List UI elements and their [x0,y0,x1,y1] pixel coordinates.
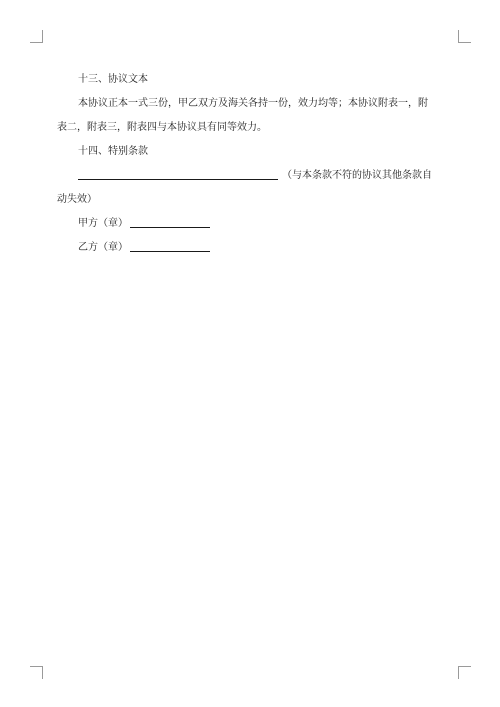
section-14-clause-line-1 [57,164,443,188]
party-a-signature-line [57,212,443,236]
party-a-label: 甲方（章） [78,218,128,229]
party-b-signature-line [57,236,443,260]
crop-mark-bottom-right [458,666,471,679]
crop-mark-top-right [458,30,471,43]
section-13-heading: 十三、协议文本 [78,74,148,85]
section-14-heading: 十四、特别条款 [78,146,148,157]
party-a-signature-blank[interactable] [130,215,210,228]
section-13-body-line-1: 本协议正本一式三份，甲乙双方及海关各持一份，效力均等；本协议附表一，附 [78,98,428,109]
party-b-signature-blank[interactable] [130,239,210,252]
crop-mark-top-left [30,30,43,43]
crop-mark-bottom-left [30,666,43,679]
party-b-label: 乙方（章） [78,242,128,253]
section-13-body-line-2: 表二，附表三，附表四与本协议具有同等效力。 [57,122,267,133]
section-14-note: （与本条款不符的协议其他条款自 [282,170,432,181]
document-body [57,68,443,260]
section-14-clause-line-2: 动失效） [57,194,97,205]
special-clause-blank[interactable] [78,167,278,180]
